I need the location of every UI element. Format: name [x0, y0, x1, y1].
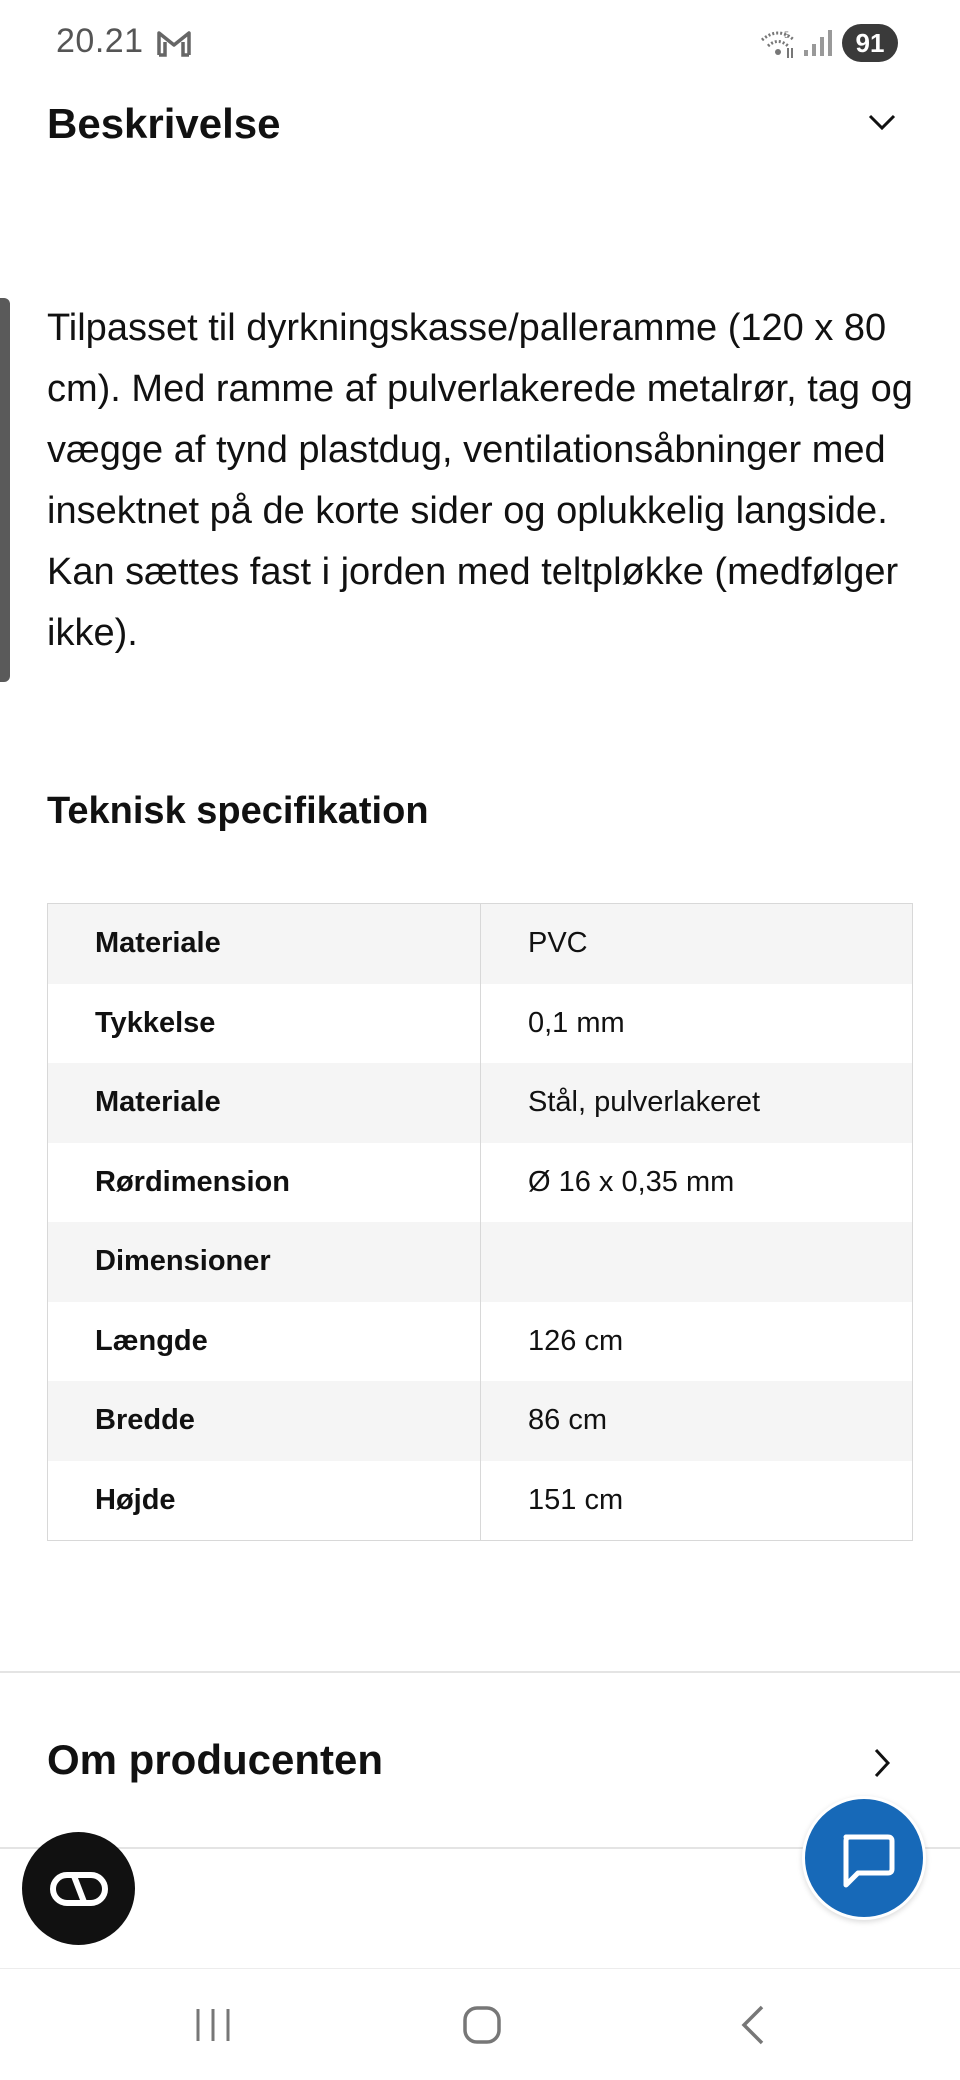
spec-row: [48, 904, 912, 984]
spec-label: Bredde: [48, 1381, 481, 1461]
chevron-down-icon[interactable]: [866, 110, 898, 134]
spec-row: [48, 1222, 912, 1302]
gmail-icon: [156, 28, 192, 58]
spec-table: [47, 903, 913, 1541]
spec-row: [48, 1302, 912, 1382]
signal-icon: [802, 28, 836, 58]
spec-row: [48, 1461, 912, 1541]
spec-row: [48, 1381, 912, 1461]
svg-text:5: 5: [784, 30, 790, 40]
battery-indicator: 91: [842, 24, 898, 62]
co-logo-icon: [50, 1870, 108, 1908]
co-assistant-button[interactable]: [22, 1832, 135, 1945]
spec-label: Højde: [48, 1461, 481, 1541]
description-text: Tilpasset til dyrkningskasse/palleramme (120 x 80 cm). Med ramme af pulverlakerede metalrør, tag og vægge af tynd plastdug, ventilationsåbninger med insektnet på de korte sider og oplukkelig langside. Kan sættes fast i jorden med teltpløkke (medfølger ikke).: [47, 307, 913, 654]
spec-value: 0,1 mm: [528, 1006, 625, 1039]
spec-value: Ø 16 x 0,35 mm: [528, 1165, 735, 1198]
recent-apps-icon[interactable]: [193, 2007, 233, 2043]
spec-label: Dimensioner: [48, 1222, 481, 1302]
spec-title: Teknisk specifikation: [47, 790, 429, 832]
wifi-icon: [760, 28, 796, 60]
home-icon[interactable]: [462, 2005, 502, 2045]
status-bar: [0, 0, 960, 86]
divider: [0, 1671, 960, 1673]
edge-panel-handle[interactable]: [0, 298, 10, 682]
spec-row: [48, 984, 912, 1064]
spec-label: Materiale: [48, 904, 481, 984]
system-nav-bar: [0, 1968, 960, 2080]
description-title[interactable]: Beskrivelse: [47, 100, 281, 147]
spec-label: Materiale: [48, 1063, 481, 1143]
status-time: 20.21: [56, 22, 144, 60]
spec-value: Stål, pulverlakeret: [528, 1086, 761, 1118]
chat-button[interactable]: [802, 1796, 926, 1920]
spec-row: [48, 1143, 912, 1223]
spec-value: PVC: [528, 927, 588, 959]
chevron-right-icon[interactable]: [870, 1746, 894, 1780]
spec-value: [481, 1222, 912, 1302]
spec-label: Rørdimension: [48, 1143, 481, 1223]
spec-row: [48, 1063, 912, 1143]
chat-bubble-icon: [838, 1833, 896, 1889]
spec-label: Længde: [48, 1302, 481, 1382]
back-icon[interactable]: [738, 2005, 766, 2045]
producer-link[interactable]: Om producenten: [47, 1736, 384, 1783]
spec-value: 126 cm: [528, 1324, 624, 1357]
spec-value: 151 cm: [528, 1483, 624, 1516]
spec-label: Tykkelse: [48, 984, 481, 1064]
spec-value: 86 cm: [528, 1404, 607, 1436]
